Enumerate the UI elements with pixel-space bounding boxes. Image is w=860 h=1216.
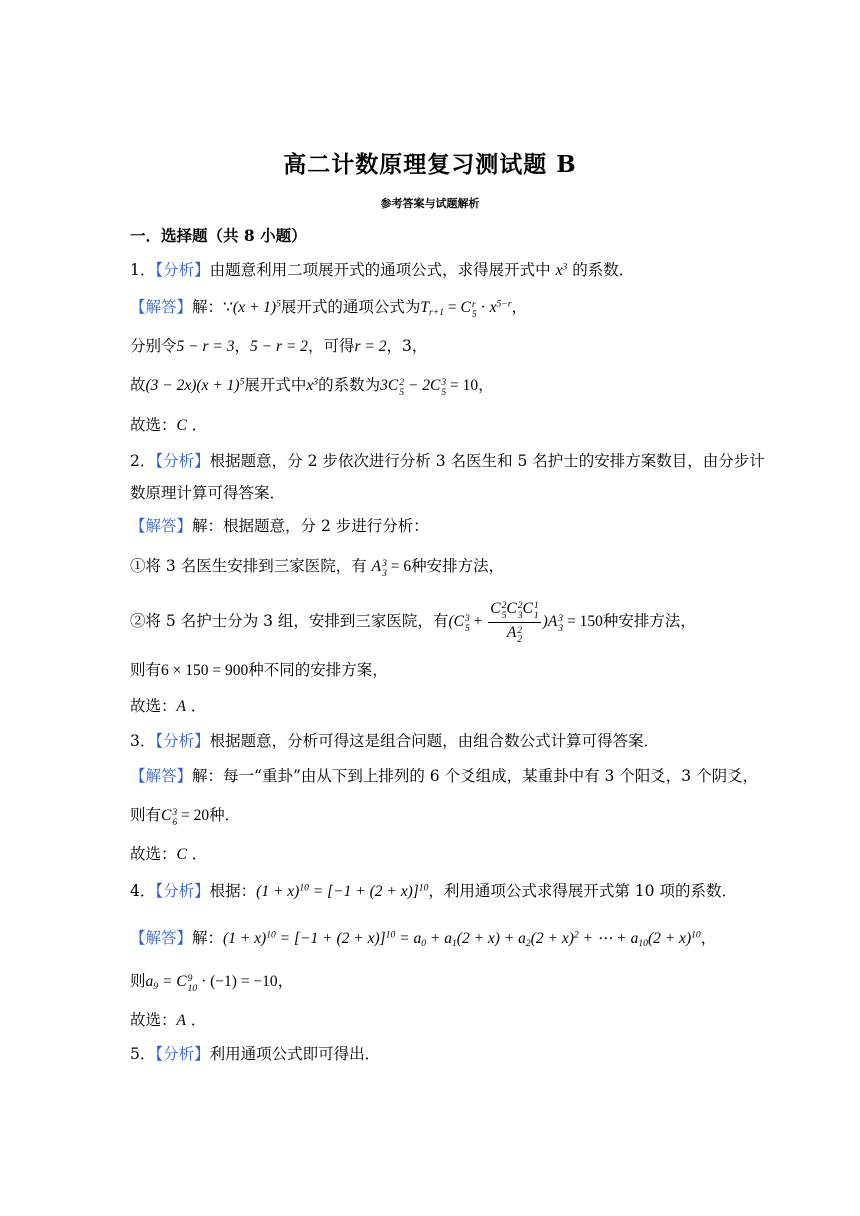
- q2-step1-line: ①将 3 名医生安排到三家医院，有 A 3 3 = 6种安排方法，: [130, 557, 505, 579]
- page-title: 高二计数原理复习测试题 B: [283, 151, 577, 178]
- q2-analysis-line-2: 数原理计算可得答案．: [130, 484, 286, 502]
- q1-solution-tag: 【解答】: [130, 298, 193, 316]
- q4-number: 4．: [130, 882, 156, 900]
- q2-grouping-formula: (C 3 5 + C 2 5 C 2 3 C 1 1 A 2 2 )A 3 3 = 150: [448, 600, 603, 646]
- q5-number: 5．: [130, 1045, 156, 1063]
- q4-choice-line: 故选：A ．: [130, 1011, 207, 1029]
- q1-step-line: 分别令5 − r = 3，5 − r = 2，可得r = 2，3，: [130, 337, 428, 355]
- q4-solution-tag: 【解答】: [130, 929, 193, 947]
- q1-analysis-line: [130, 261, 634, 281]
- q3-analysis-line: 3．【分析】根据题意，分析可得这是组合问题，由组合数公式计算可得答案．: [130, 732, 660, 750]
- q1-x-term: $x^3$: [555, 261, 568, 279]
- q1-coefficient: 3C 2 5 − 2C 3 5 = 10: [380, 377, 479, 398]
- q3-result-line: 则有C 3 6 = 20种．: [130, 806, 241, 828]
- q3-choice-line: 故选：C ．: [130, 845, 208, 863]
- q4-solution-line: 【解答】解：$(1 + x)^{10} = [-1 + (2 + x)]^{10} = a_0 + a_1(2 + x) + a_2(2 + x)^2$ + ⋯ + $a_{10}(2 + x)^{10}$，: [130, 929, 717, 949]
- q2-solution-line: 【解答】解：根据题意，分 2 步进行分析：: [130, 517, 429, 535]
- q4-result-line: 则$a_9 = C$ 9 10 · (−1) = −10，: [130, 972, 294, 994]
- q1-analysis-text: 由题意利用二项展开式的通项公式，求得展开式中: [209, 261, 551, 279]
- q1-analysis-text-end: 的系数．: [572, 261, 635, 279]
- q1-result-line: 故$(3 - 2x)(x + 1)^5$展开式中$x^3$的系数为3C 2 5 − 2C 3 5 = 10，: [130, 376, 494, 398]
- q3-solution-tag: 【解答】: [130, 767, 193, 785]
- q2-total-line: 则有6 × 150 = 900种不同的安排方案，: [130, 661, 388, 679]
- q2-solution-tag: 【解答】: [130, 517, 193, 535]
- q5-analysis-tag: 【分析】: [155, 1045, 210, 1063]
- q4-answer: A: [176, 1012, 186, 1029]
- q5-analysis-line: 5．【分析】利用通项公式即可得出．: [130, 1045, 381, 1063]
- q2-choice-line: 故选：A ．: [130, 697, 207, 715]
- q4-analysis-tag: 【分析】: [155, 882, 210, 900]
- q4-expansion: $(1 + x)^{10} = [-1 + (2 + x)]^{10} = a_0 + a_1(2 + x) + a_2(2 + x)^2$ + ⋯ + $a_{10}(2 + x)^{10}$: [223, 929, 701, 949]
- q3-answer: C: [176, 846, 187, 863]
- section-heading: 一．选择题（共 8 小题）: [130, 226, 307, 245]
- q1-answer: C: [176, 417, 187, 434]
- q1-choice-line: 故选：C ．: [130, 416, 208, 434]
- q2-step2-line: ②将 5 名护士分为 3 组，安排到三家医院，有(C 3 5 + C 2 5 C 2 3 C 1 1 A 2 2 )A 3 3 = 150种安排方法，: [130, 600, 696, 646]
- q2-number: 2．: [130, 452, 156, 470]
- page-subtitle: 参考答案与试题解析: [380, 197, 480, 210]
- q1-analysis-tag: 【分析】: [155, 261, 210, 279]
- q2-fraction: C 2 5 C 2 3 C 1 1 A 2 2: [490, 600, 539, 646]
- q3-analysis-tag: 【分析】: [155, 732, 210, 750]
- q1-solution-line: 【解答】解：∵(x + 1)$^5$展开式的通项公式为$T_{r+1} = C$ r 5 · $x^{5-r}$，: [130, 298, 528, 320]
- q3-solution-line: 【解答】解：每一“重卦”由从下到上排列的 6 个爻组成，某重卦中有 3 个阳爻，3 个阴爻，: [130, 767, 759, 785]
- q3-number: 3．: [130, 732, 156, 750]
- q2-analysis-tag: 【分析】: [155, 452, 210, 470]
- q2-answer: A: [176, 698, 186, 715]
- q2-analysis-line-1: 2．【分析】根据题意，分 2 步依次进行分析 3 名医生和 5 名护士的安排方案数目，由分步计: [130, 452, 765, 470]
- q1-number: 1．: [130, 261, 156, 279]
- q4-analysis-line: 4．【分析】根据：$(1 + x)^{10} = [-1 + (2 + x)]^{10}$，利用通项公式求得展开式第 10 项的系数．: [130, 882, 737, 900]
- q1-general-term: $T_{r+1} = C$ r 5 · $x^{5-r}$: [420, 298, 512, 320]
